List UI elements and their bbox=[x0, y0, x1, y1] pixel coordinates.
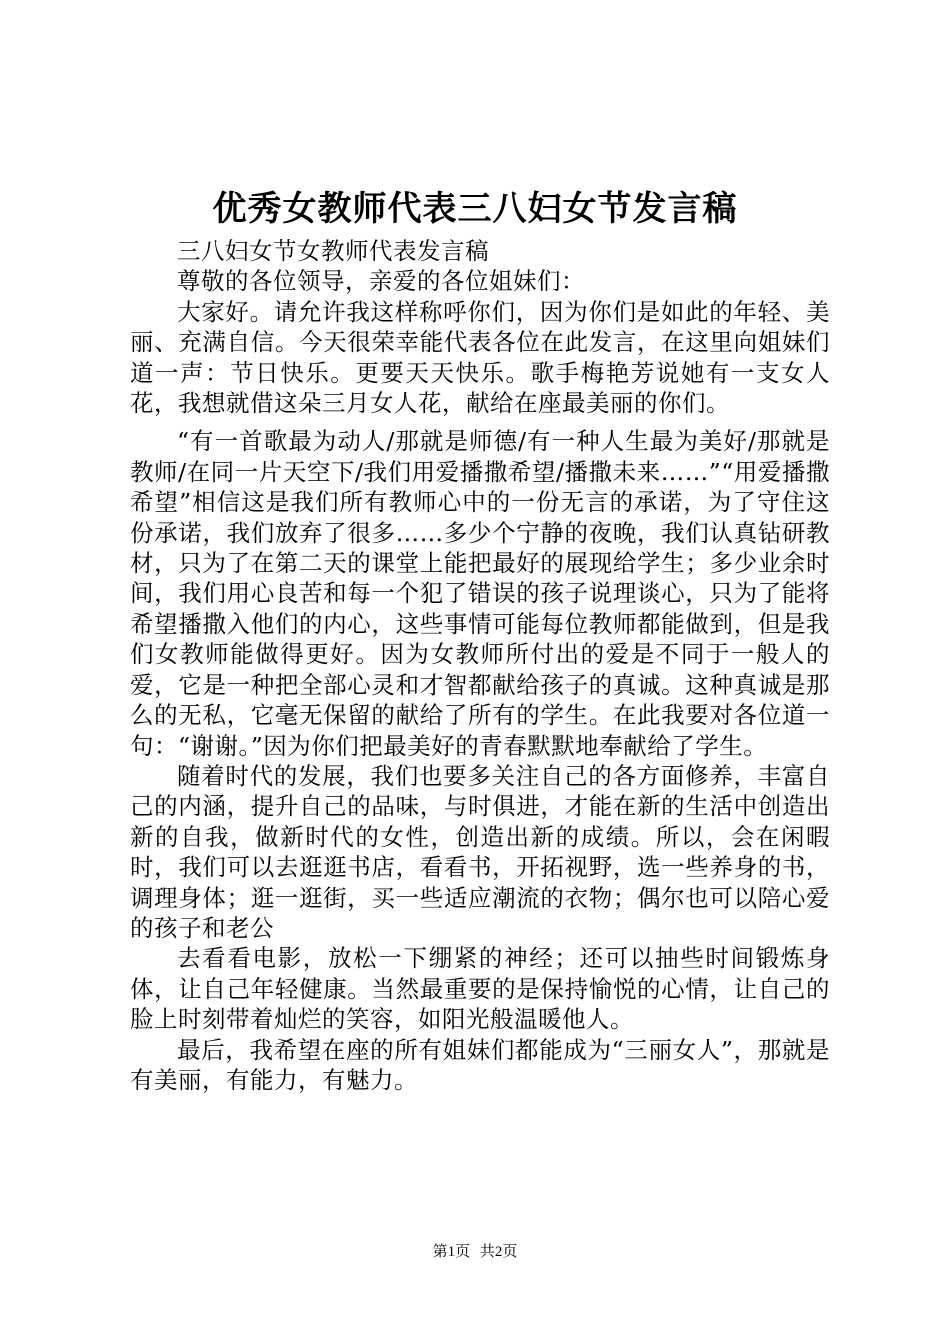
paragraph-greeting: 大家好。请允许我这样称呼你们，因为你们是如此的年轻、美丽、充满自信。今天很荣幸能代表各位在此发言，在这里向姐妹们道一声：节日快乐。更要天天快乐。歌手梅艳芳说她有一支女人花，我想就借这朵三月女人花，献给在座最美丽的你们。 bbox=[130, 297, 830, 418]
paragraph-subtitle: 三八妇女节女教师代表发言稿 bbox=[177, 237, 489, 265]
page-footer bbox=[0, 1242, 950, 1262]
paragraph-closing: 最后，我希望在座的所有姐妹们都能成为“三丽女人”，那就是有美丽，有能力，有魅力。 bbox=[130, 1035, 830, 1094]
document-title: 优秀女教师代表三八妇女节发言稿 bbox=[212, 189, 738, 229]
page-total: 共2页 bbox=[479, 1244, 518, 1260]
paragraph-salutation: 尊敬的各位领导，亲爱的各位姐妹们： bbox=[177, 267, 585, 296]
paragraph-relaxation: 去看看电影，放松一下绷紧的神经；还可以抽些时间锻炼身体，让自己年轻健康。当然最重要的是保持愉悦的心情，让自己的脸上时刻带着灿烂的笑容，如阳光般温暖他人。 bbox=[130, 944, 830, 1034]
page-number: 第1页 bbox=[432, 1244, 471, 1260]
paragraph-self-improvement: 随着时代的发展，我们也要多关注自己的各方面修养，丰富自己的内涵，提升自己的品味，与时俱进，才能在新的生活中创造出新的自我，做新时代的女性，创造出新的成绩。所以，会在闲暇时，我们可以去逛逛书店，看看书，开拓视野，选一些养身的书，调理身体；逛一逛街，买一些适应潮流的衣物；偶尔也可以陪心爱的孩子和老公 bbox=[130, 761, 830, 942]
document-body bbox=[130, 236, 830, 1095]
paragraph-teacher-ethics: “有一首歌最为动人/那就是师德/有一种人生最为美好/那就是教师/在同一片天空下/我们用爱播撒希望/播撒未来……”“用爱播撒希望”相信这是我们所有教师心中的一份无言的承诺，为了守住这份承诺，我们放弃了很多……多少个宁静的夜晚，我们认真钻研教材，只为了在第二天的课堂上能把最好的展现给学生；多少业余时间，我们用心良苦和每一个犯了错误的孩子说理谈心，只为了能将希望播撒入他们的内心，这些事情可能每位教师都能做到，但是我们女教师能做得更好。因为女教师所付出的爱是不同于一般人的爱，它是一种把全部心灵和才智都献给孩子的真诚。这种真诚是那么的无私，它毫无保留的献给了所有的学生。在此我要对各位道一句：“谢谢。”因为你们把最美好的青春默默地奉献给了学生。 bbox=[130, 427, 830, 760]
